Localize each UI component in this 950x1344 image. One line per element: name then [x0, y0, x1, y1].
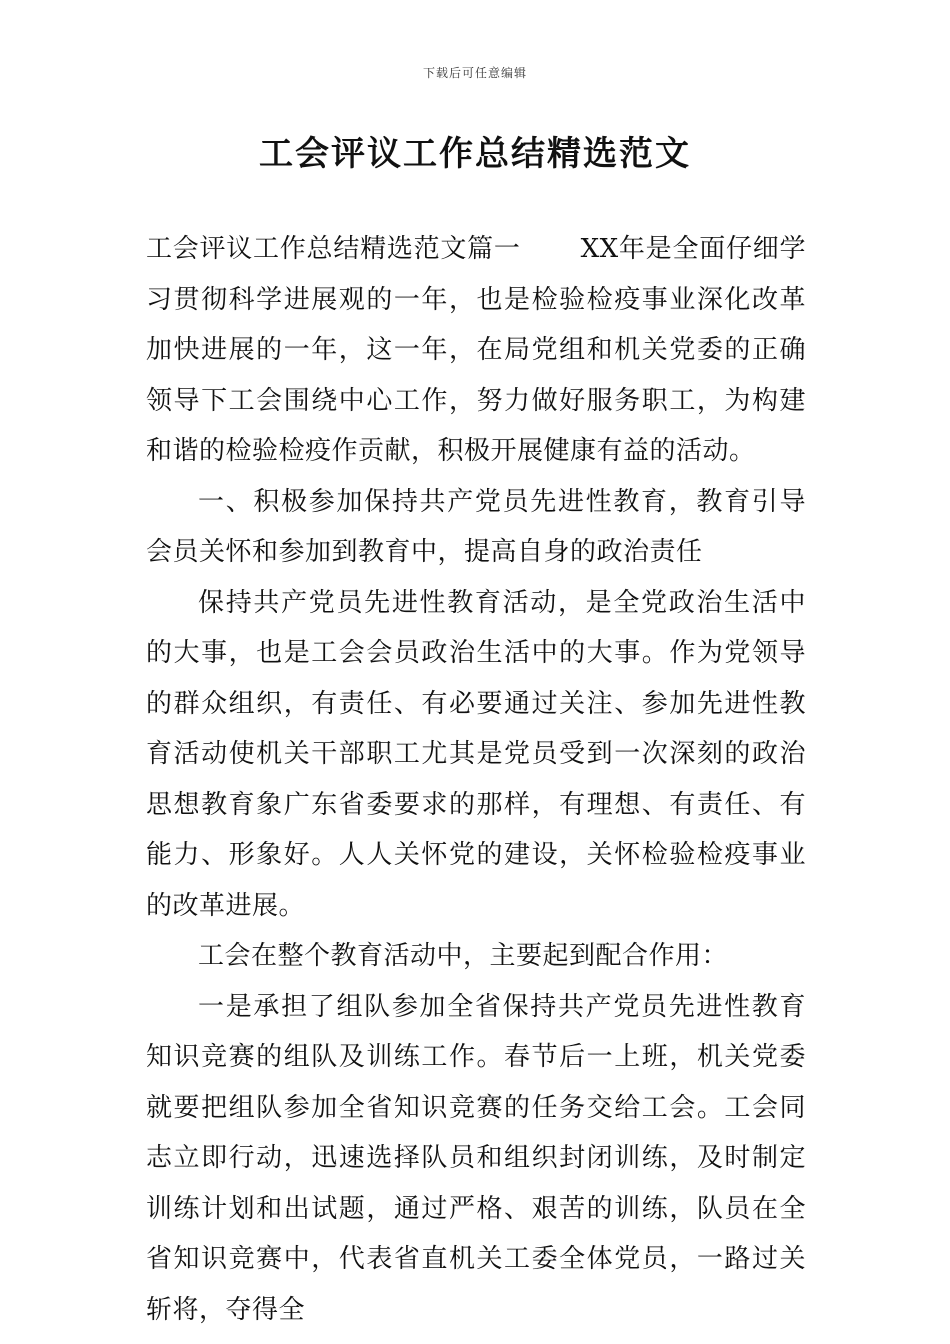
intro-text: XX年是全面仔细学习贯彻科学进展观的一年，也是检验检疫事业深化改革加快进展的一年，这一年，在局党组和机关党委的正确领导下工会围绕中心工作，努力做好服务职工，为构建和谐的检验检疫作贡献，积极开展健康有益的活动。: [146, 234, 806, 466]
document-title: 工会评议工作总结精选范文: [259, 134, 691, 174]
paragraph-body: 保持共产党员先进性教育活动，是全党政治生活中的大事，也是工会会员政治生活中的大事。作为党领导的群众组织，有责任、有必要通过关注、参加先进性教育活动使机关干部职工尤其是党员受到一次深刻的政治思想教育象广东省委要求的那样，有理想、有责任、有能力、形象好。人人关怀党的建设，关怀检验检疫事业的改革进展。: [146, 587, 806, 921]
header-note: 下载后可任意编辑: [422, 66, 527, 80]
paragraph-section-heading: 一、积极参加保持共产党员先进性教育，教育引导会员关怀和参加到教育中，提高自身的政治责任: [146, 486, 806, 567]
intro-paragraph: [146, 224, 806, 477]
paragraph-body: 一是承担了组队参加全省保持共产党员先进性教育知识竞赛的组队及训练工作。春节后一上班，机关党委就要把组队参加全省知识竞赛的任务交给工会。工会同志立即行动，迅速选择队员和组织封闭训练，及时制定训练计划和出试题，通过严格、艰苦的训练，队员在全省知识竞赛中，代表省直机关工委全体党员，一路过关斩将，夺得全: [146, 991, 806, 1325]
paragraph-body: 工会在整个教育活动中，主要起到配合作用：: [198, 941, 729, 971]
intro-label: 工会评议工作总结精选范文篇一: [146, 234, 521, 264]
document-body: [146, 224, 806, 1335]
